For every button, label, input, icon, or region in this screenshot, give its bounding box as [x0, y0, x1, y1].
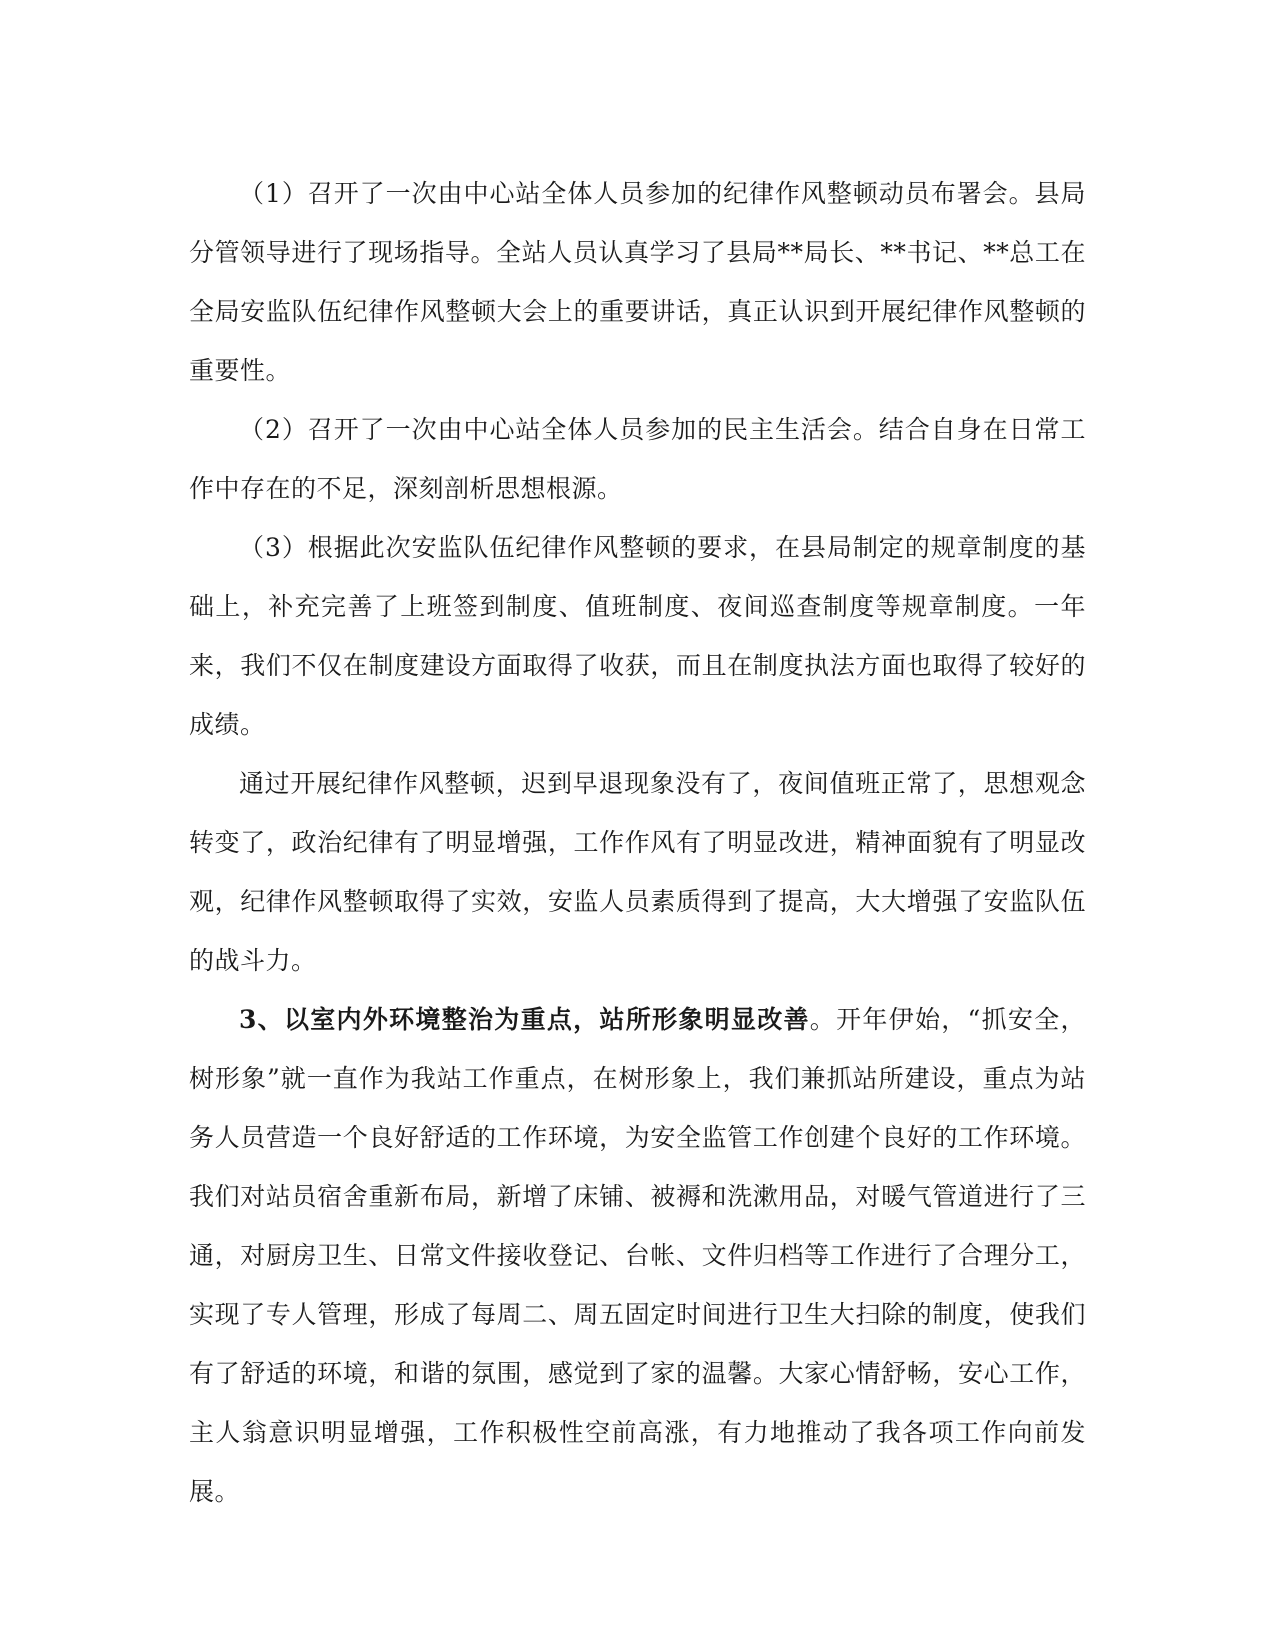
paragraph-1-text: （1）召开了一次由中心站全体人员参加的纪律作风整顿动员布署会。县局分管领导进行了现场指导。全站人员认真学习了县局**局长、**书记、**总工在全局安监队伍纪律作风整顿大会上的重要讲话，真正认识到开展纪律作风整顿的重要性。: [189, 179, 1086, 385]
paragraph-5: [189, 990, 1086, 1521]
paragraph-3-text: （3）根据此次安监队伍纪律作风整顿的要求，在县局制定的规章制度的基础上，补充完善了上班签到制度、值班制度、夜间巡查制度等规章制度。一年来，我们不仅在制度建设方面取得了收获，而且在制度执法方面也取得了较好的成绩。: [189, 533, 1086, 739]
paragraph-2-text: （2）召开了一次由中心站全体人员参加的民主生活会。结合自身在日常工作中存在的不足，深刻剖析思想根源。: [189, 415, 1086, 503]
paragraph-4: [189, 754, 1086, 990]
paragraph-1: [189, 164, 1086, 400]
paragraph-3: [189, 518, 1086, 754]
paragraph-2: [189, 400, 1086, 518]
paragraph-5-text: 。开年伊始，“抓安全，树形象”就一直作为我站工作重点，在树形象上，我们兼抓站所建设，重点为站务人员营造一个良好舒适的工作环境，为安全监管工作创建个良好的工作环境。我们对站员宿舍重新布局，新增了床铺、被褥和洗漱用品，对暖气管道进行了三通，对厨房卫生、日常文件接收登记、台帐、文件归档等工作进行了合理分工，实现了专人管理，形成了每周二、周五固定时间进行卫生大扫除的制度，使我们有了舒适的环境，和谐的氛围，感觉到了家的温馨。大家心情舒畅，安心工作，主人翁意识明显增强，工作积极性空前高涨，有力地推动了我各项工作向前发展。: [189, 1005, 1086, 1506]
paragraph-5-lead: 3、以室内外环境整治为重点，站所形象明显改善: [239, 1005, 810, 1034]
document-body: [189, 164, 1086, 1521]
paragraph-4-text: 通过开展纪律作风整顿，迟到早退现象没有了，夜间值班正常了，思想观念转变了，政治纪律有了明显增强，工作作风有了明显改进，精神面貌有了明显改观，纪律作风整顿取得了实效，安监人员素质得到了提高，大大增强了安监队伍的战斗力。: [189, 769, 1086, 975]
